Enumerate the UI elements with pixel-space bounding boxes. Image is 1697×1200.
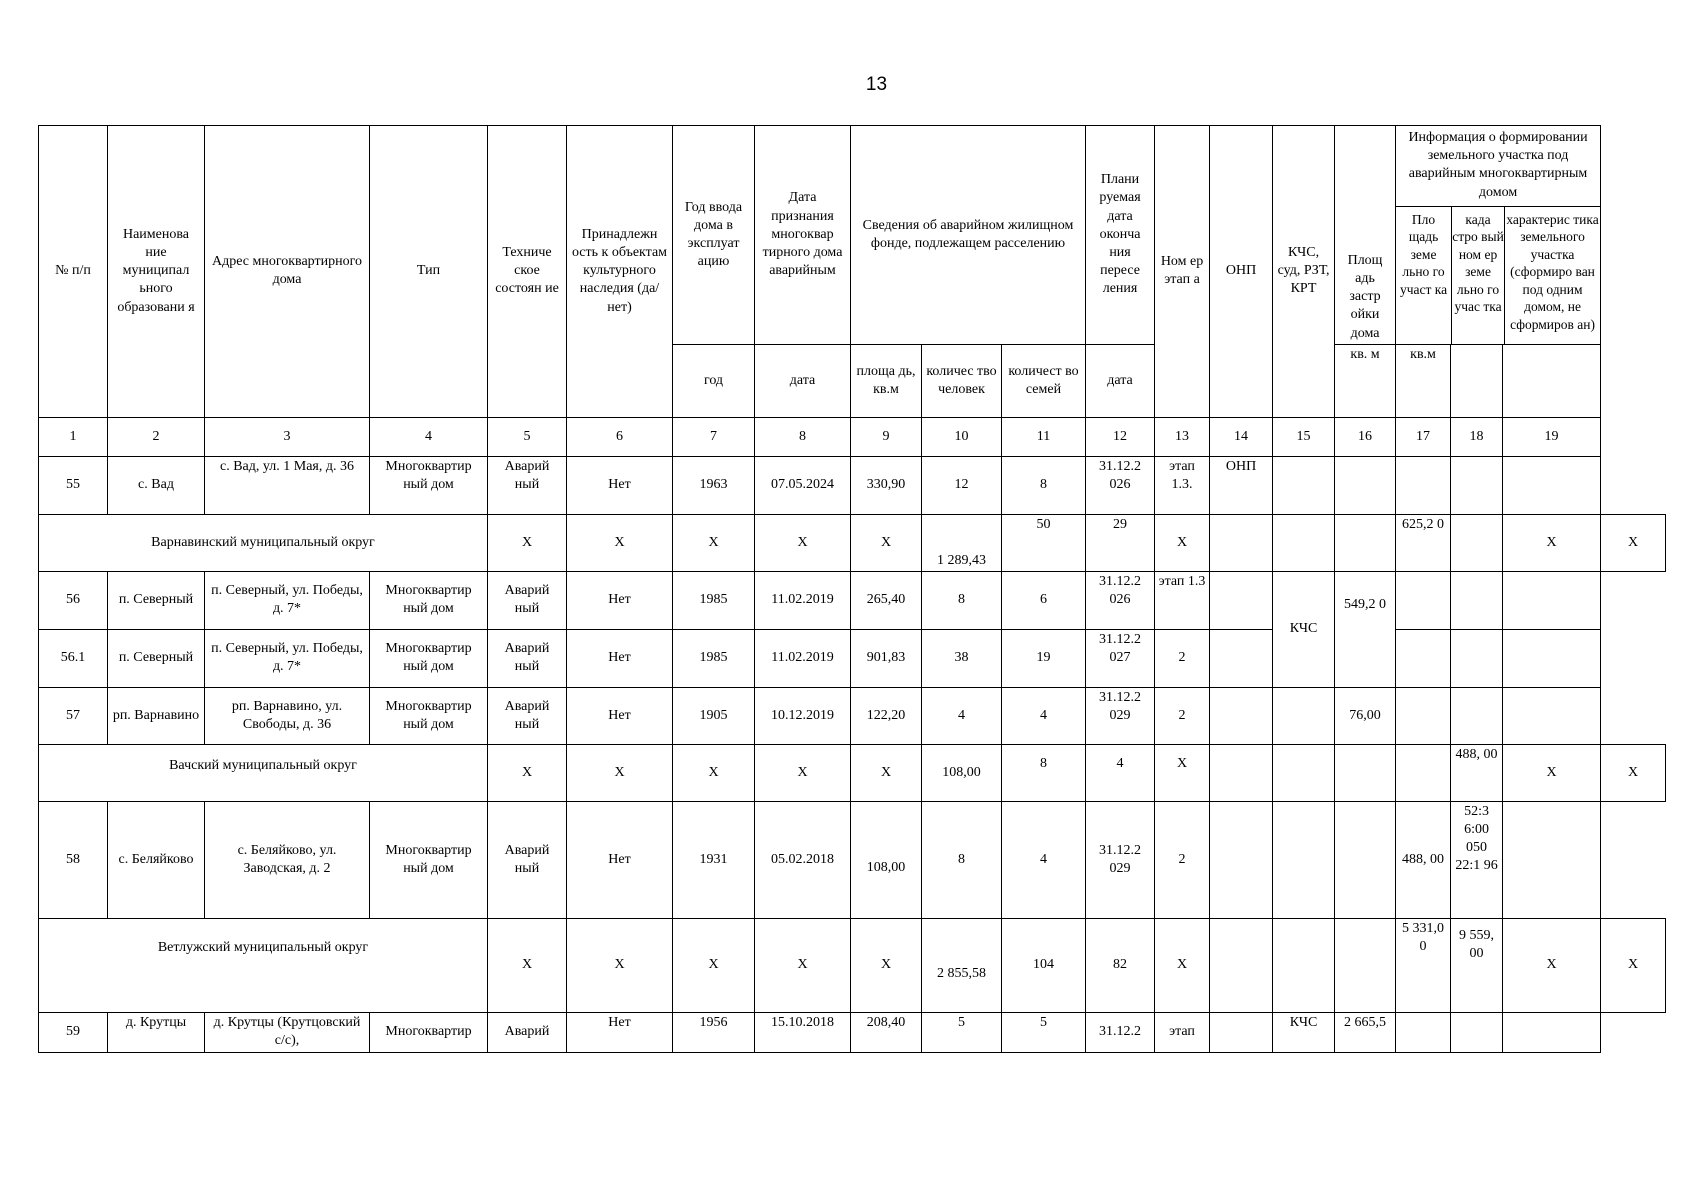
x-mark: Х	[851, 744, 922, 801]
col-num: 6	[567, 417, 673, 456]
emergency-housing-table	[38, 125, 1666, 1053]
heritage-cell: Нет	[567, 456, 673, 514]
onp-cell	[1273, 918, 1335, 1012]
table-row	[39, 1012, 1666, 1052]
x-mark: Х	[488, 514, 567, 571]
people-cell: 50	[1002, 514, 1086, 571]
address-cell: с. Беляйково, ул. Заводская, д. 2	[205, 801, 370, 918]
cadastral-cell	[1451, 687, 1503, 744]
col-num: 5	[488, 417, 567, 456]
stage-cell: этап 1.3	[1155, 571, 1210, 629]
stage-cell	[1210, 918, 1273, 1012]
build-area-cell: 625,2 0	[1396, 514, 1451, 571]
subheader-build-area-unit: кв. м	[1335, 344, 1396, 417]
families-cell: 6	[1002, 571, 1086, 629]
municipality-cell: д. Крутцы	[108, 1012, 205, 1052]
header-number: № п/п	[39, 126, 108, 418]
col-num: 18	[1451, 417, 1503, 456]
municipality-cell: с. Беляйково	[108, 801, 205, 918]
characteristic-cell	[1503, 456, 1601, 514]
row-number: 55	[39, 456, 108, 514]
x-mark: Х	[1601, 514, 1666, 571]
characteristic-cell	[1503, 629, 1601, 687]
people-cell: 8	[922, 571, 1002, 629]
year-cell: 1985	[673, 629, 755, 687]
header-year-commissioned: Год ввода дома в эксплуат ацию	[673, 126, 755, 345]
year-cell: 1956	[673, 1012, 755, 1052]
header-kchs: КЧС, суд, РЗТ, КРТ	[1273, 126, 1335, 418]
area-cell: 265,40	[851, 571, 922, 629]
row-number: 57	[39, 687, 108, 744]
address-cell: с. Вад, ул. 1 Мая, д. 36	[205, 456, 370, 514]
type-cell: Многоквартир ный дом	[370, 571, 488, 629]
header-onp: ОНП	[1210, 126, 1273, 418]
area-cell: 108,00	[922, 744, 1002, 801]
people-cell: 4	[922, 687, 1002, 744]
header-land-info-title: Информация о формировании земельного участка под аварийным многоквартирным домом	[1396, 126, 1600, 207]
characteristic-cell	[1503, 801, 1601, 918]
type-cell: Многоквартир ный дом	[370, 687, 488, 744]
x-mark: Х	[1601, 918, 1666, 1012]
x-mark: Х	[755, 918, 851, 1012]
stage-cell: 2	[1155, 629, 1210, 687]
table-row	[39, 629, 1666, 687]
people-cell: 8	[922, 801, 1002, 918]
subheader-area: площа дь, кв.м	[851, 344, 922, 417]
kchs-cell	[1335, 918, 1396, 1012]
onp-cell	[1210, 801, 1273, 918]
x-mark: Х	[673, 514, 755, 571]
onp-cell: ОНП	[1210, 456, 1273, 514]
area-cell: 108,00	[851, 801, 922, 918]
header-planned-end: Плани руемая дата оконча ния пересе ления	[1086, 126, 1155, 345]
cadastral-cell: 52:3 6:00 050 22:1 96	[1451, 801, 1503, 918]
area-cell: 2 855,58	[922, 918, 1002, 1012]
subtotal-row-vetluga	[39, 918, 1666, 1012]
date-cell: 15.10.2018	[755, 1012, 851, 1052]
build-area-cell: 549,2 0	[1335, 571, 1396, 687]
people-cell: 38	[922, 629, 1002, 687]
date-cell: 11.02.2019	[755, 629, 851, 687]
people-cell: 104	[1002, 918, 1086, 1012]
condition-cell: Аварий	[488, 1012, 567, 1052]
build-area-cell	[1335, 456, 1396, 514]
type-cell: Многоквартир ный дом	[370, 801, 488, 918]
stage-cell	[1210, 744, 1273, 801]
header-build-area: Площ адь застр ойки дома	[1335, 126, 1396, 345]
header-type: Тип	[370, 126, 488, 418]
end-date-cell: 31.12.2 029	[1086, 801, 1155, 918]
end-date-cell: 31.12.2	[1086, 1012, 1155, 1052]
col-num: 14	[1210, 417, 1273, 456]
x-mark: Х	[488, 744, 567, 801]
col-num: 8	[755, 417, 851, 456]
stage-cell: 2	[1155, 687, 1210, 744]
x-mark: Х	[488, 918, 567, 1012]
type-cell: Многоквартир ный дом	[370, 456, 488, 514]
families-cell: 82	[1086, 918, 1155, 1012]
end-date-cell: 31.12.2 029	[1086, 687, 1155, 744]
build-area-cell: 5 331,0 0	[1396, 918, 1451, 1012]
land-area-cell	[1396, 629, 1451, 687]
page-number: 13	[865, 74, 888, 95]
col-num: 3	[205, 417, 370, 456]
header-housing-info: Сведения об аварийном жилищном фонде, подлежащем расселению	[851, 126, 1086, 345]
address-cell: рп. Варнавино, ул. Свободы, д. 36	[205, 687, 370, 744]
area-cell: 330,90	[851, 456, 922, 514]
area-cell: 1 289,43	[922, 514, 1002, 571]
end-date-cell: 31.12.2 026	[1086, 571, 1155, 629]
subheader-people: количес тво человек	[922, 344, 1002, 417]
land-area-cell	[1396, 687, 1451, 744]
col-num: 13	[1155, 417, 1210, 456]
col-num: 12	[1086, 417, 1155, 456]
header-heritage: Принадлежн ость к объектам культурного наследия (да/нет)	[567, 126, 673, 418]
row-number: 56.1	[39, 629, 108, 687]
cadastral-cell	[1451, 456, 1503, 514]
row-number: 58	[39, 801, 108, 918]
condition-cell: Аварий ный	[488, 629, 567, 687]
header-municipality: Наименова ние муниципал ьного образовани я	[108, 126, 205, 418]
heritage-cell: Нет	[567, 629, 673, 687]
land-area-cell: 9 559, 00	[1451, 918, 1503, 1012]
subheader-date: дата	[755, 344, 851, 417]
subtotal-name: Варнавинский муниципальный округ	[39, 514, 488, 571]
stage-cell: этап	[1155, 1012, 1210, 1052]
kchs-cell	[1273, 687, 1335, 744]
col-num: 2	[108, 417, 205, 456]
land-area-cell	[1451, 514, 1503, 571]
people-cell: 5	[922, 1012, 1002, 1052]
people-cell: 8	[1002, 744, 1086, 801]
kchs-cell	[1273, 801, 1335, 918]
address-cell: п. Северный, ул. Победы, д. 7*	[205, 571, 370, 629]
year-cell: 1931	[673, 801, 755, 918]
subheader-end-date: дата	[1086, 344, 1155, 417]
condition-cell: Аварий ный	[488, 456, 567, 514]
col-num: 4	[370, 417, 488, 456]
col-num: 11	[1002, 417, 1086, 456]
families-cell: 8	[1002, 456, 1086, 514]
kchs-cell	[1335, 514, 1396, 571]
x-mark: Х	[755, 514, 851, 571]
families-cell: 4	[1086, 744, 1155, 801]
header-cadastral: када стро вый ном ер земе льно го учас тка	[1452, 207, 1505, 345]
stage-cell: 2	[1155, 801, 1210, 918]
x-mark: Х	[567, 744, 673, 801]
subheader-families: количест во семей	[1002, 344, 1086, 417]
header-address: Адрес многоквартирного дома	[205, 126, 370, 418]
table-row	[39, 456, 1666, 514]
x-mark: Х	[673, 744, 755, 801]
x-mark: Х	[567, 514, 673, 571]
subtotal-row-vacha	[39, 744, 1666, 801]
address-cell: д. Крутцы (Крутцовский с/с),	[205, 1012, 370, 1052]
subtotal-name: Ветлужский муниципальный округ	[39, 918, 488, 1012]
type-cell: Многоквартир ный дом	[370, 629, 488, 687]
row-number: 59	[39, 1012, 108, 1052]
col-num: 19	[1503, 417, 1601, 456]
col-num: 9	[851, 417, 922, 456]
header-land-characteristic: характерис тика земельного участка (сформиро ван под одним домом, не сформиров ан)	[1506, 211, 1599, 333]
table-row	[39, 687, 1666, 744]
cadastral-cell	[1451, 1012, 1503, 1052]
area-cell: 122,20	[851, 687, 922, 744]
subtotal-name: Вачский муниципальный округ	[39, 744, 488, 801]
municipality-cell: п. Северный	[108, 629, 205, 687]
build-area-cell: 2 665,5	[1335, 1012, 1396, 1052]
year-cell: 1963	[673, 456, 755, 514]
header-land-subcols	[1396, 207, 1600, 344]
land-area-cell: 488, 00	[1451, 744, 1503, 801]
x-mark: Х	[1601, 744, 1666, 801]
onp-cell	[1273, 514, 1335, 571]
subheader-characteristic-cont	[1503, 344, 1601, 417]
municipality-cell: рп. Варнавино	[108, 687, 205, 744]
onp-cell	[1273, 744, 1335, 801]
families-cell: 4	[1002, 687, 1086, 744]
build-area-cell	[1335, 801, 1396, 918]
onp-cell	[1210, 687, 1273, 744]
end-date-cell: 31.12.2 027	[1086, 629, 1155, 687]
address-cell: п. Северный, ул. Победы, д. 7*	[205, 629, 370, 687]
kchs-cell: КЧС	[1273, 571, 1335, 687]
type-cell: Многоквартир	[370, 1012, 488, 1052]
families-cell: 4	[1002, 801, 1086, 918]
onp-cell	[1210, 571, 1273, 629]
col-num: 17	[1396, 417, 1451, 456]
municipality-cell: п. Северный	[108, 571, 205, 629]
row-number: 56	[39, 571, 108, 629]
header-land-info	[1396, 126, 1601, 345]
land-area-cell	[1396, 571, 1451, 629]
characteristic-cell	[1503, 687, 1601, 744]
subtotal-row-varnavino	[39, 514, 1666, 571]
header-stage: Ном ер этап а	[1155, 126, 1210, 418]
x-mark: Х	[673, 918, 755, 1012]
end-date-cell: 31.12.2 026	[1086, 456, 1155, 514]
area-cell: 901,83	[851, 629, 922, 687]
land-area-cell	[1396, 456, 1451, 514]
municipality-cell: с. Вад	[108, 456, 205, 514]
kchs-cell	[1273, 456, 1335, 514]
onp-cell	[1210, 629, 1273, 687]
header-emergency-date: Дата признания многоквар тирного дома аварийным	[755, 126, 851, 345]
x-mark: Х	[851, 514, 922, 571]
heritage-cell: Нет	[567, 687, 673, 744]
x-mark: Х	[1503, 918, 1601, 1012]
x-mark: Х	[1155, 514, 1210, 571]
kchs-cell: КЧС	[1273, 1012, 1335, 1052]
col-num: 1	[39, 417, 108, 456]
onp-cell	[1210, 1012, 1273, 1052]
build-area-cell: 76,00	[1335, 687, 1396, 744]
col-num: 7	[673, 417, 755, 456]
table-row	[39, 801, 1666, 918]
heritage-cell: Нет	[567, 801, 673, 918]
date-cell: 11.02.2019	[755, 571, 851, 629]
area-cell: 208,40	[851, 1012, 922, 1052]
characteristic-cell	[1503, 1012, 1601, 1052]
x-mark: Х	[1155, 918, 1210, 1012]
year-cell: 1905	[673, 687, 755, 744]
stage-cell	[1210, 514, 1273, 571]
families-cell: 5	[1002, 1012, 1086, 1052]
header-condition: Техниче ское состоян ие	[488, 126, 567, 418]
x-mark: Х	[1503, 514, 1601, 571]
date-cell: 05.02.2018	[755, 801, 851, 918]
x-mark: Х	[851, 918, 922, 1012]
condition-cell: Аварий ный	[488, 801, 567, 918]
year-cell: 1985	[673, 571, 755, 629]
condition-cell: Аварий ный	[488, 571, 567, 629]
x-mark: Х	[567, 918, 673, 1012]
kchs-cell	[1335, 744, 1396, 801]
people-cell: 12	[922, 456, 1002, 514]
subheader-year: год	[673, 344, 755, 417]
stage-cell: этап 1.3.	[1155, 456, 1210, 514]
x-mark: Х	[1155, 744, 1210, 801]
families-cell: 19	[1002, 629, 1086, 687]
col-num: 16	[1335, 417, 1396, 456]
date-cell: 10.12.2019	[755, 687, 851, 744]
subheader-cadastral-cont	[1451, 344, 1503, 417]
land-area-cell	[1396, 1012, 1451, 1052]
build-area-cell	[1396, 744, 1451, 801]
condition-cell: Аварий ный	[488, 687, 567, 744]
x-mark: Х	[1503, 744, 1601, 801]
subheader-land-area-unit: кв.м	[1396, 344, 1451, 417]
col-num: 15	[1273, 417, 1335, 456]
characteristic-cell	[1503, 571, 1601, 629]
column-numbers-row	[39, 417, 1666, 456]
x-mark: Х	[755, 744, 851, 801]
heritage-cell: Нет	[567, 1012, 673, 1052]
heritage-cell: Нет	[567, 571, 673, 629]
header-land-area: Пло щадь земе льно го участ ка	[1396, 207, 1452, 344]
table-row	[39, 571, 1666, 629]
land-area-cell: 488, 00	[1396, 801, 1451, 918]
col-num: 10	[922, 417, 1002, 456]
date-cell: 07.05.2024	[755, 456, 851, 514]
cadastral-cell	[1451, 571, 1503, 629]
header-row-1	[39, 126, 1666, 345]
families-cell: 29	[1086, 514, 1155, 571]
cadastral-cell	[1451, 629, 1503, 687]
